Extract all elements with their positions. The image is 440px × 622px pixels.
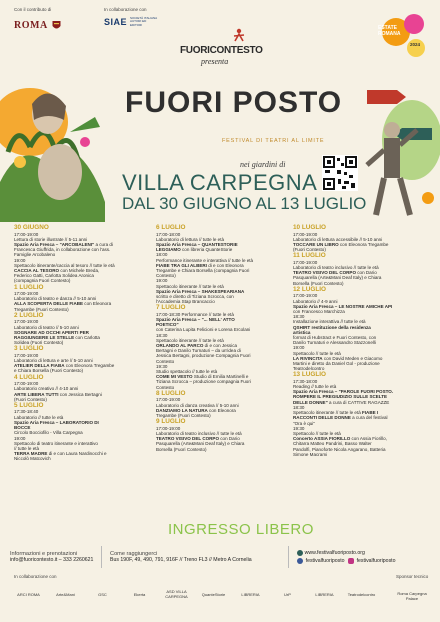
siae-wordmark: SIAE [104,17,128,28]
day-date: 9 LUGLIO [156,418,186,426]
event-line: Laboratorio di teatro e danza // 5-10 anni [14,296,97,302]
partner-logo: Ekerta [133,591,146,597]
day-date: 12 LUGLIO [293,285,327,293]
event-line: 18:30 [156,332,168,338]
day-date: 30 GIUGNO [14,224,49,231]
estate-romana-text: ESTATE ROMANA [378,25,401,37]
event-line: Borsella (Fuori Contesto) [293,280,344,286]
event-line: LA RIVINCITA con David Meden e Giacomo [293,355,383,361]
social-links [297,558,396,564]
sponsor-logo [392,584,432,608]
facebook-icon[interactable] [297,558,303,564]
event-line: Tiziana Scrocca – produzione compagnia Fuori [156,379,251,385]
event-line: Laboratorio creativo // 4-10 anni [14,386,79,392]
day-block [156,390,286,418]
event-line: 17:00-19:00 [14,381,39,387]
event-line: 19:00 [14,435,26,441]
day-block [156,304,286,390]
event-line: 19:00 [293,345,305,351]
come-value: Bus 190F, 49, 490, 791, 916F // Treno FL3 // Metro A Cornelia [110,557,252,563]
event-line: Famiglie Arcobaleno [14,252,56,258]
event-line: 17:00-18:30 Performance // tutte le età [156,311,234,317]
website-link[interactable] [297,550,396,556]
event-line: Contesto) [156,273,176,279]
event-line: 18:30 [293,404,305,410]
event-line: 17:00-19:00 [293,293,318,299]
event-line: Spettacolo itinerante // tutte le età [156,283,224,289]
figure-icon [232,28,246,42]
estate-year: 2024 [410,42,421,47]
event-line: 19:30 [293,425,305,431]
day-block [293,286,429,372]
info-block [10,551,93,563]
event-line: Concerto ASSIA FIORILLO con Assia Fiorillo, [293,436,387,442]
festival-dates: DAL 30 GIUGNO AL 13 LUGLIO [122,194,367,213]
event-line: Spettacolo itinerante // tutte le età [156,337,224,343]
day-date: 2 LUGLIO [14,311,44,319]
partner-logo: UrP [284,591,291,597]
day-date: 5 LUGLIO [14,401,44,409]
day-date: 7 LUGLIO [156,304,186,312]
villa-name: VILLA CARPEGNA [122,170,318,195]
event-line: SOGNARE AD OCCHI APERTI PER [14,329,89,335]
sponsor-label: Sponsor tecnico [396,574,429,579]
event-line: ALLA SCOPERTA DELLE FIABE con Eleonora [14,301,112,307]
website-text: www.festivalfuoriposto.org [304,550,365,556]
event-line: Danilo Turnaturi e Alessandro Stazzonelli [293,340,376,346]
facebook-text[interactable]: festivalfuoriposto [305,558,345,564]
day-date: 8 LUGLIO [156,389,186,397]
event-line: Francesca Giuffrida, in collaborazione con l'ass. [14,247,111,253]
event-line: e Chiara Borsella (Fuori Contesto) [14,368,83,374]
left-illustration [0,62,105,222]
instagram-text[interactable]: festivalfuoriposto [356,558,396,564]
day-date: 10 LUGLIO [293,224,327,231]
giardini-text: nei giardini di [240,160,286,169]
event-line: 18:00 [156,252,168,258]
event-line: Niccolò Matcovich [14,456,51,462]
siae-subtitle: SOCIETÀ ITALIANA AUTORI ED EDITORI [130,16,157,27]
event-line: FIABE TRA GLI ALBERI di e con Eleonora [156,262,244,268]
event-line: 17:00-19:00 [293,231,318,237]
roma-crest-icon [52,20,61,31]
day-date: 4 LUGLIO [14,373,44,381]
siae-logo [104,17,158,27]
event-line: 17:00-19:00 [14,319,39,325]
event-line: con Caterina Lupita Felicioni e Lorena Ercolani [156,327,251,333]
event-line: Simone Macrami [293,451,328,457]
info-label: Informazioni e prenotazioni [10,551,78,557]
program-column-3 [293,224,429,457]
event-line: Spazio Aria Fresca – "PAROLE FUORI POSTO. [293,389,394,395]
partner-logo: Arte&Mani [56,591,75,597]
event-line: TEATRO VISIVO DEL CORPO con Dario [156,436,240,442]
event-line: POETICO" [156,322,179,328]
come-block [110,551,280,563]
event-line: 17:00-19:00 [14,231,39,237]
partner-logo: GSC [98,591,107,597]
partner-logos [12,582,382,610]
instagram-icon[interactable] [348,558,354,564]
event-line: Martini e diretto da Daniel Gol - produzione [293,360,380,366]
partner-logo: ARCI ROMA [17,591,40,597]
event-line: Spazio Aria Fresca – LE NOSTRE AMICHE API [293,303,393,309]
event-line: con Francesco Marchizza [293,308,345,314]
day-block [14,345,146,373]
event-line: (compagnia Fuori Contesto) [14,278,71,284]
event-line: 17:30-18:40 [14,409,39,415]
day-block [293,371,429,457]
event-line: Laboratorio // tutte le età [14,414,64,420]
event-line: 19:00 [14,257,26,263]
event-line: "Ora è qui" [293,420,315,426]
roma-wordmark: ROMA [14,20,48,31]
event-line: Laboratorio di teatro // 5-10 anni [14,324,79,330]
event-line: 19:30 [156,363,168,369]
event-line: Spazio Aria Fresca – "... NELL' ATTO [156,317,235,323]
right-illustration [362,70,440,220]
event-line: (Fuori Contesto) [293,247,326,253]
event-line: 17:00-19:00 [156,425,181,431]
estate-romana-logo [376,10,430,64]
ingresso-libero: INGRESSO LIBERO [168,521,314,538]
day-block [156,224,286,304]
event-line: Tregambe (Fuori Contesto) [14,306,69,312]
day-date: 11 LUGLIO [293,252,326,260]
partner-logo: Teatrodelcontro [347,591,376,597]
event-line: Lettura di storie illustrate // 5-11 anni [14,236,88,242]
event-line: format di Hubstract e Fuori Contesto, con [293,334,377,340]
event-line: Spazio Aria Fresca – QUANTESTORIE [156,241,238,247]
qr-code-icon [322,155,358,191]
presenta-text: presenta [201,57,229,66]
day-block [156,418,286,452]
day-block [293,252,429,286]
event-line: TEATRO VISIVO DEL CORPO con Dario [293,270,377,276]
contributo-label: Con il contributo di [14,7,52,12]
event-line: Spettacolo // tutte le età [293,350,341,356]
day-block [14,374,146,402]
event-line: Spazio Aria Fresca – LABORATORIO DI [14,419,99,425]
event-line: ATELIER DELLA FIABA con Eleonora Tregambe [14,363,115,369]
event-line: 17:00-19:00 [14,352,39,358]
day-date: 6 LUGLIO [156,224,186,231]
event-line: ARTE LIBERA TUTTI con Jessica Bertagni [14,391,102,397]
event-line: ORLANDO AL PARCO di e con Jessica [156,343,238,349]
info-value[interactable]: info@fuoricontesto.it – 333 2260621 [10,557,94,563]
partner-logo: LIBRERIA [315,591,334,597]
event-line: Spettacolo itinerante // tutte le età FIABE I [293,410,379,416]
event-line: Tregambe (Fuori Contesto) [156,413,211,418]
day-block [14,402,146,462]
divider [288,546,289,568]
event-line: DANZIAMO LA NATURA con Eleonora [156,407,236,413]
fuoricontesto-wordmark: FUORICONTESTO [180,45,263,56]
event-line: // tutte le età [14,445,40,451]
event-line: 17:00-19:00 [156,397,181,403]
event-line: TERRA MADRE di e con Laura Nardinocchi e [14,451,107,457]
event-line: Solidea (Fuori Contesto) [14,340,64,346]
event-line: Laboratorio di lettura accessibile // 5-10 anni [293,236,383,242]
fuoricontesto-logo [180,40,263,58]
event-line: RACCONTI DELLE DONNE a cura del festival [293,415,388,421]
event-line: ROMPERE IL PREGIUDIZIO SULLE SCELTE [293,394,388,400]
festival-subtitle: FESTIVAL DI TEATRI AL LIMITE [222,138,325,144]
event-line: Studio spettacolo // tutte le età [156,369,218,375]
day-date: 13 LUGLIO [293,371,327,379]
event-line: BOCCE [14,425,31,431]
event-line: Chitarra Matteo Pandrini, Basso Walter [293,441,372,447]
event-line: Reading // tutte le età [293,384,337,390]
event-line: (Fuori Contesto) [14,396,47,402]
event-line: Spettacolo di teatro itinerante e interattivo [14,440,98,446]
program-column-1 [14,224,146,462]
day-block [293,224,429,252]
partner-logo: QuanteStorie [201,591,226,597]
event-line: 17:00-19:00 [293,259,318,265]
event-line: Jessica Bertagni, produzione Compagnia Fuori [156,353,251,359]
event-line: RAGGIUNGERE LE STELLE con Carlotta [14,334,100,340]
divider [101,546,102,568]
day-block [14,224,146,284]
event-line: Pandolfi, Pianoforte Nicola Angarano, Batteria [293,446,386,452]
event-line: 17:30-18:00 [293,378,318,384]
event-line: Laboratorio // 4-9 anni [293,298,338,304]
partner-logo: ASD VILLA CARPEGNA [165,589,188,599]
event-line: Spettacolo // tutte le età [293,430,341,436]
event-line: Laboratorio di lettura // tutte le età [156,236,224,242]
event-line: Laboratorio di teatro inclusivo // tutte le età [156,430,242,436]
event-line: Performance itinerante e interattiva // tutte le età [156,257,254,263]
day-date: 1 LUGLIO [14,283,44,291]
event-line: 18:30 [293,314,305,320]
event-line: QSHIRT restituzione della residenza [293,324,371,330]
day-block [14,312,146,346]
event-line: Spazio Aria Fresca – "ARCOBALENI" a cura di [14,241,113,247]
come-label: Come raggiungerci [110,551,158,557]
event-line: Pasquarella (Arte&Mani Deaf Italy) e Chiara [293,275,382,281]
event-line: Contesto [156,358,175,364]
event-line: l'Accademia Stap Brancaccio [156,299,215,305]
event-line: artistica [293,329,311,335]
event-line: Spettacolo itinerante/caccia al tesoro // tutte le età [14,262,115,268]
event-line: scritto e diretto di Tiziana Scrocca, con [156,293,234,299]
festival-title: FUORI POSTO [125,86,343,119]
estate-romana-icon [376,10,430,64]
event-line: 17:00-18:00 [156,231,181,237]
roma-logo [14,20,61,31]
event-line: Borsella (Fuori Contesto) [156,446,207,452]
event-line: 17:00-19:00 [14,291,39,297]
contact-bar [10,544,430,570]
event-line: LEGGIAMO con libreria QuanteStorie [156,247,233,253]
event-line: Teatrodelcontro [293,366,325,372]
event-line: CACCIA AL TESORO con Michele Breda, [14,267,100,273]
day-block [14,284,146,312]
collaborazione-label: In collaborazione con [104,7,147,12]
event-line: TOCCARE UN LIBRO con Eleonora Tregambe [293,241,389,247]
sponsor-text: Roma Carpegna Palace [397,591,427,601]
event-line: Pasquarella (Arte&Mani Deaf Italy) e Chiara [156,441,245,447]
qr-code[interactable] [322,155,358,191]
collab-label: In collaborazione con [14,574,57,579]
event-line: Installazione interattiva // tutte le età [293,319,366,325]
program-column-2 [156,224,286,452]
web-block [297,550,396,564]
event-line: Federico Gatti, Carlotta Solidea Aronica [14,273,94,279]
event-line: Laboratorio di teatro inclusivo // tutte le età [293,265,379,271]
event-line: Contesto [156,384,175,390]
day-date: 3 LUGLIO [14,345,44,353]
event-line: Circolo Bocciofilo - Villa Carpegna [14,430,83,436]
event-line: COME MI VESTO Studio di Emilia Martinelli e [156,374,249,380]
globe-icon [297,550,303,556]
event-line: Bertagni e Danilo Turnaturi – da un'idea di [156,348,241,354]
woman-plants-illustration [0,62,105,222]
event-line: 19:00 [156,278,168,284]
event-line: Laboratorio di danza creativa // 5-10 anni [156,402,239,408]
event-line: Spazio Aria Fresca – SHAKESPEARIANA [156,288,245,294]
event-line: DELLE DONNE" a cura di CATTIVE RAGAZZE [293,399,390,405]
event-line: Tregambe e Chiara Borsella (compagnia Fuori [156,267,250,273]
man-arrows-illustration [362,70,440,220]
partner-logo: LIBRERIA [241,591,260,597]
event-line: Laboratorio di lettura e arte // 5-10 anni [14,358,93,364]
